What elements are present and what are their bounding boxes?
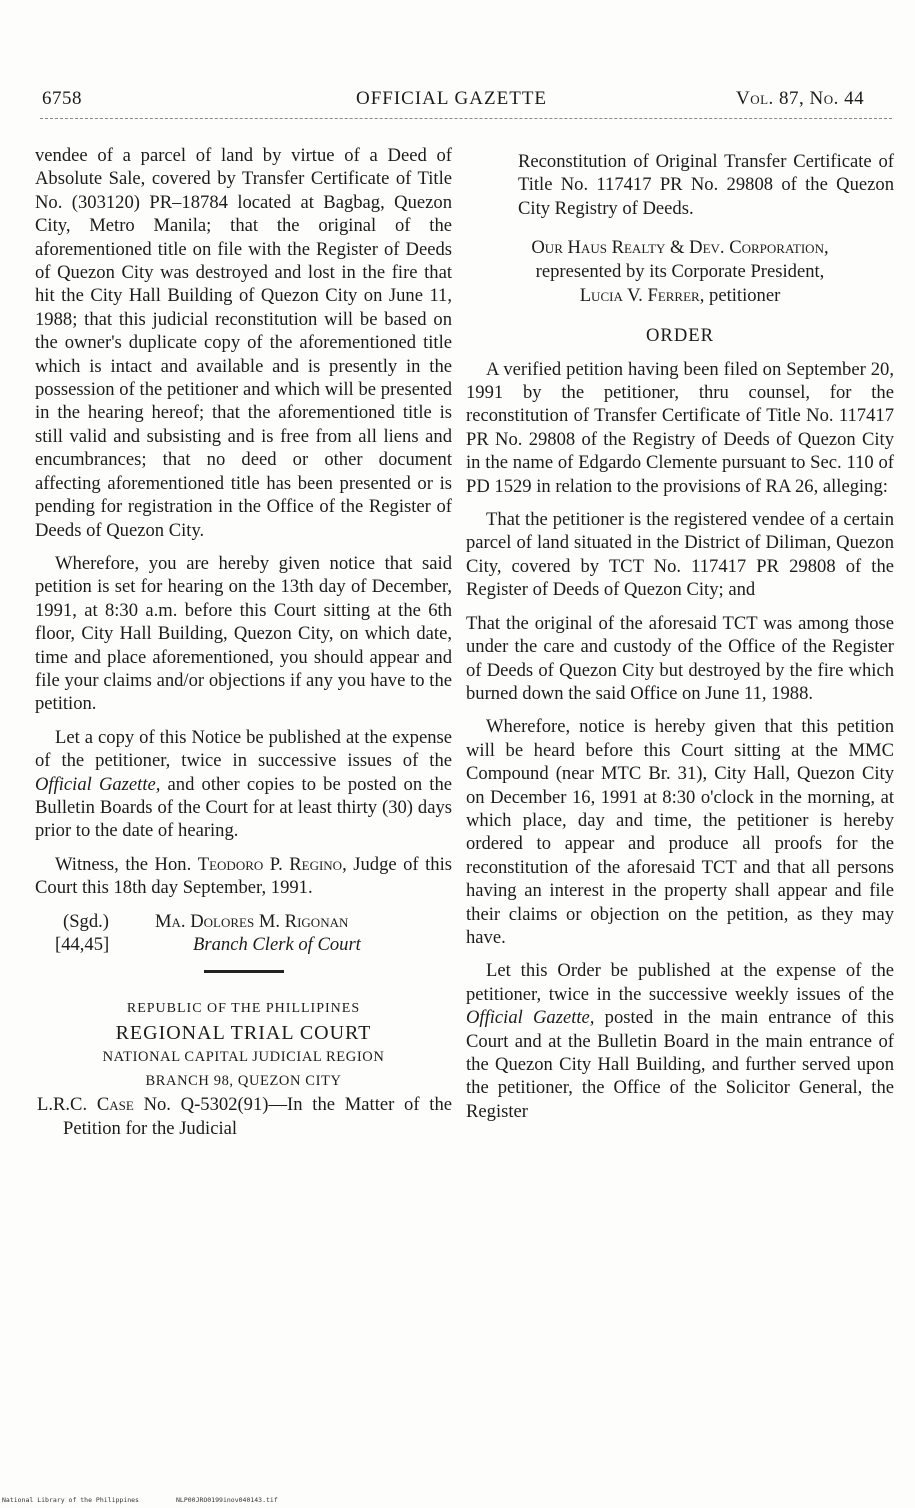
case-label: Case	[96, 1094, 134, 1116]
order-paragraph-4: Wherefore, notice is hereby given that this petition will be heard before this Court sitting at the MMC Compound (near MTC Br. 31), City Hall, Quezon City on December 16, 1991 at 8:30 o'clock in the morning, at which place, day and time, the petitioner is hereby ordered to appear and produce all proofs for the reconstitution of the aforesaid TCT and that all persons having an interest in the property shall appear and file their claims or objection on the petition, as they may have.	[466, 716, 894, 948]
order-pub-b: posted in the main entrance of this Court and at the Bulletin Board in the main entrance of the Quezon City Hall Building, and further served upon the petitioner, the Office of the Solicitor General, the Register	[466, 1007, 894, 1122]
signed-mark: (Sgd.)	[63, 910, 109, 932]
order-paragraph-3: That the original of the aforesaid TCT was among those under the care and custody of the Office of the Register of Deeds of Quezon City but destroyed by the fire which burned down the said Office on June 11, 1988.	[466, 612, 894, 704]
left-column	[35, 144, 452, 1150]
order-pub-a: Let this Order be published at the expense of the petitioner, twice in the successive weekly issues of the	[466, 960, 894, 1005]
order-gazette-name: Official Gazette,	[466, 1007, 595, 1029]
witness-paragraph	[35, 853, 452, 900]
right-column	[466, 150, 894, 1133]
header-rule	[40, 118, 892, 119]
pub-text-b: and other copies to be posted on the Bulletin Boards of the Court for at least thirty (30) days prior to the date of hearing.	[35, 773, 452, 842]
court-branch: BRANCH 98, QUEZON CITY	[145, 1073, 342, 1090]
gazette-name: Official Gazette,	[35, 773, 161, 795]
page-number: 6758	[42, 88, 82, 109]
scan-filename: NLP00JRO0199inov040143.tif	[176, 1496, 278, 1504]
order-heading: ORDER	[645, 325, 715, 347]
order-paragraph-2: That the petitioner is the registered vendee of a certain parcel of land situated in the District of Diliman, Quezon City, covered by TCT No. 117417 PR 29808 of the Register of Deeds of Quezon City; and	[466, 509, 894, 601]
pub-text-a: Let a copy of this Notice be published at the expense of the petitioner, twice in successive issues of the	[35, 726, 452, 772]
court-heading	[35, 997, 452, 1093]
court-region: NATIONAL CAPITAL JUDICIAL REGION	[102, 1049, 385, 1066]
witness-text-b: Judge of this Court this 18th day September, 1991.	[35, 853, 452, 899]
court-republic: REPUBLIC OF THE PHILLIPINES	[126, 1001, 361, 1017]
petitioner-person	[466, 284, 894, 308]
petitioner-label: petitioner	[704, 285, 781, 307]
president-name: Lucia V. Ferrer,	[579, 285, 705, 307]
case-text-a: L.R.C.	[37, 1094, 97, 1116]
notice-continuation: vendee of a parcel of land by virtue of a Deed of Absolute Sale, covered by Transfer Certificate of Title No. (303120) PR–18784 located at Bagbag, Quezon City, Metro Manila; that the original of the aforementioned title on file with the Register of Deeds of Quezon City was destroyed and lost in the fire that hit the City Hall Building of Quezon City on June 11, 1988; that this judicial reconstitution will be based on the owner's duplicate copy of the aforementioned title which is intact and available and is presently in the possession of the petitioner and which will be presented in the hearing hereof; that the aforementioned title is still valid and subsisting and is free from all liens and encumbrances; that no deed or other document affecting aforementioned title has been presented or is pending for registration in the Office of the Register of Deeds of Quezon City.	[35, 145, 452, 541]
volume-issue: Vol. 87, No. 44	[736, 88, 865, 109]
notice-hearing-paragraph: Wherefore, you are hereby given notice that said petition is set for hearing on the 13th day of December, 1991, at 8:30 a.m. before this Court sitting at the 6th floor, City Hall Building, Quezon City, on which date, time and place aforementioned, you should appear and file your claims and/or objections if any you have to the petition.	[35, 552, 452, 715]
scan-source: National Library of the Philippines	[2, 1496, 139, 1504]
court-name: REGIONAL TRIAL COURT	[115, 1022, 372, 1045]
petitioner-company: Our Haus Realty & Dev. Corporation,	[531, 237, 829, 259]
judge-name: Teodoro P. Regino,	[197, 853, 347, 875]
signature-block	[35, 910, 452, 957]
section-divider	[204, 970, 284, 973]
order-paragraph-1: A verified petition having been filed on September 20, 1991 by the petitioner, thru counsel, for the reconstitution of Transfer Certificate of Title No. 117417 PR No. 29808 of the Registry of Deeds of Quezon City in the name of Edgardo Clemente pursuant to Sec. 110 of PD 1529 in relation to the provisions of RA 26, alleging:	[466, 358, 894, 497]
clerk-title: Branch Clerk of Court	[193, 934, 361, 955]
petitioner-block	[466, 236, 894, 308]
witness-text-a: Witness, the Hon.	[55, 853, 198, 875]
publication-title: OFFICIAL GAZETTE	[356, 88, 548, 109]
notice-publication-paragraph	[35, 726, 452, 843]
case-caption	[35, 1093, 452, 1140]
case-caption-continued: Reconstitution of Original Transfer Certificate of Title No. 117417 PR No. 29808 of the Quezon City Registry of Deeds.	[518, 151, 894, 219]
petitioner-representation: represented by its Corporate President,	[535, 261, 825, 283]
clerk-name: Ma. Dolores M. Rigonan	[155, 910, 349, 932]
issue-ref: [44,45]	[55, 934, 110, 955]
order-paragraph-5	[466, 959, 894, 1123]
case-text-b: No. Q-5302(91)—In the Matter of the Petition for the Judicial	[63, 1094, 452, 1139]
